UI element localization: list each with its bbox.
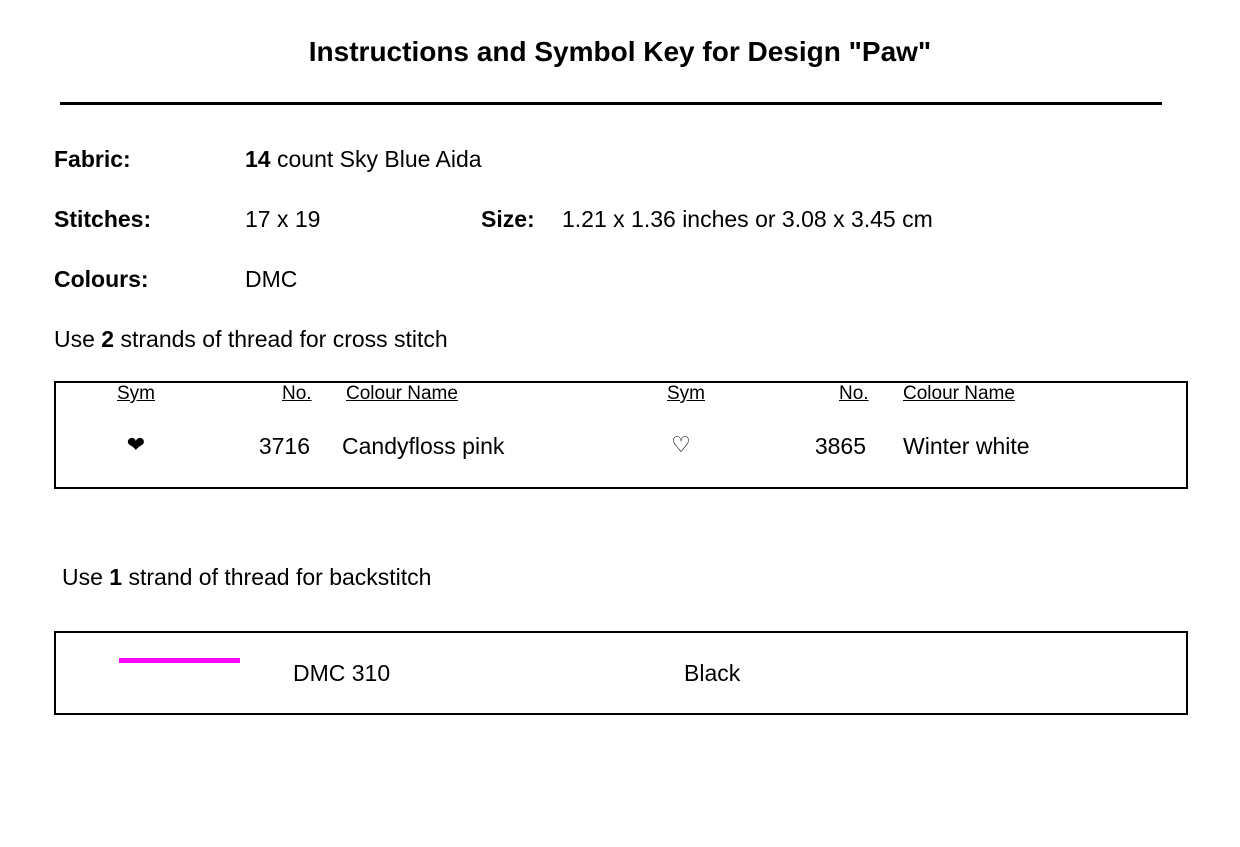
no-header: No.	[282, 383, 312, 404]
no-header: No.	[839, 383, 869, 404]
size-value: 1.21 x 1.36 inches or 3.08 x 3.45 cm	[562, 206, 933, 232]
instruction-suffix: strand of thread for backstitch	[122, 564, 432, 590]
instruction-prefix: Use	[62, 564, 110, 590]
thread-number: 3865	[814, 433, 866, 459]
fabric-description: count Sky Blue Aida	[270, 146, 482, 172]
stitches-label: Stitches:	[54, 206, 152, 232]
stitches-value: 17 x 19	[245, 206, 321, 232]
backstitch-key-table	[54, 631, 1188, 715]
colour-name-header: Colour Name	[346, 383, 458, 404]
fabric-label: Fabric:	[54, 146, 131, 172]
backstitch-colour-name: Black	[684, 660, 741, 686]
filled-heart-icon: ❤	[126, 432, 146, 457]
backstitch-line-swatch	[119, 658, 240, 663]
thread-colour-name: Candyfloss pink	[342, 433, 505, 459]
sym-header: Sym	[667, 383, 705, 404]
fabric-value	[245, 146, 482, 173]
instruction-suffix: strands of thread for cross stitch	[114, 326, 448, 352]
backstitch-thread-code: DMC 310	[293, 660, 391, 686]
size-label: Size:	[481, 206, 535, 232]
page-title: Instructions and Symbol Key for Design "Paw"	[308, 36, 932, 67]
colours-label: Colours:	[54, 266, 149, 292]
fabric-count: 14	[245, 146, 271, 172]
sym-header: Sym	[117, 383, 155, 404]
outline-heart-icon: ♡	[671, 432, 691, 457]
cross-stitch-instruction	[54, 326, 448, 353]
thread-colour-name: Winter white	[903, 433, 1030, 459]
title-divider	[60, 102, 1162, 105]
colours-value: DMC	[245, 266, 298, 292]
strand-count: 1	[109, 564, 123, 590]
instruction-prefix: Use	[54, 326, 102, 352]
backstitch-instruction	[62, 564, 431, 591]
colour-name-header: Colour Name	[903, 383, 1015, 404]
strand-count: 2	[101, 326, 115, 352]
thread-number: 3716	[258, 433, 310, 459]
